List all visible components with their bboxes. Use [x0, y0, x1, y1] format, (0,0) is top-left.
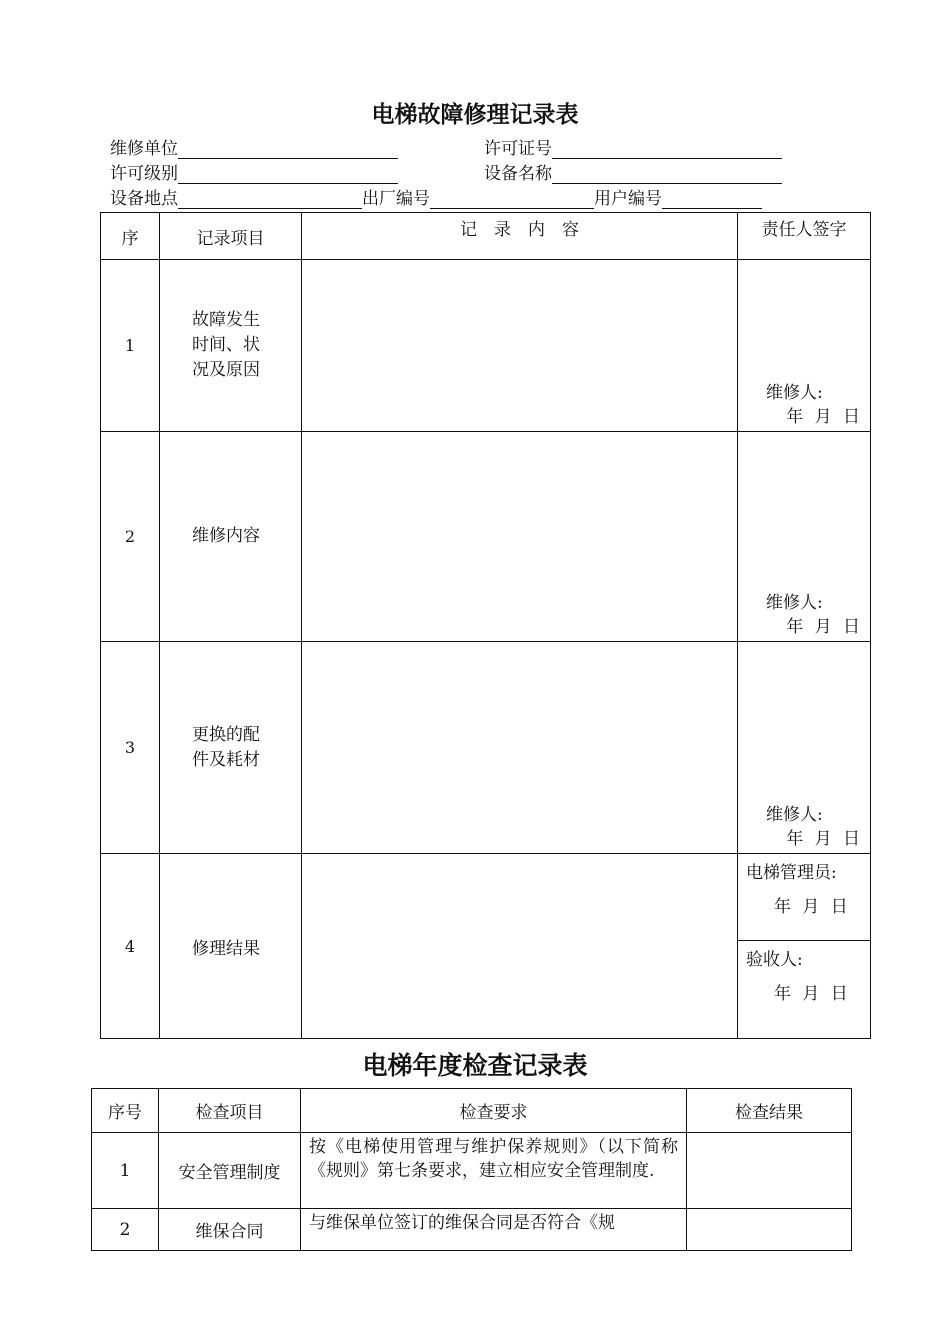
row1-sign-cell[interactable]	[738, 260, 871, 432]
table-header-row	[92, 1089, 852, 1133]
manager-label: 电梯管理员:	[746, 863, 837, 883]
acceptor-label: 验收人:	[746, 950, 803, 970]
row1-signer-label: 维修人:	[766, 383, 823, 403]
table-row	[101, 854, 871, 941]
row3-content-cell[interactable]	[302, 642, 738, 854]
license-no-line[interactable]	[552, 140, 782, 159]
table-row	[101, 260, 871, 432]
row2-content-cell[interactable]	[302, 432, 738, 642]
row4-seq: 4	[101, 854, 160, 1039]
acceptor-date-label: 年 月 日	[774, 984, 848, 1004]
repair-record-table	[100, 212, 871, 1039]
location-label: 设备地点	[110, 189, 178, 209]
check-row1-seq: 1	[92, 1133, 159, 1209]
row4-acceptor-cell[interactable]	[738, 941, 871, 1039]
header-check-item: 检查项目	[159, 1089, 301, 1133]
user-no-line[interactable]	[662, 190, 762, 209]
row1-content-cell[interactable]	[302, 260, 738, 432]
check-row2-requirement: 与维保单位签订的维保合同是否符合《规	[301, 1209, 687, 1251]
check-row2-seq: 2	[92, 1209, 159, 1251]
check-row1-item: 安全管理制度	[159, 1133, 301, 1209]
license-no-field	[484, 139, 782, 159]
location-field	[110, 189, 762, 209]
check-row2-item: 维保合同	[159, 1209, 301, 1251]
user-no-label: 用户编号	[594, 189, 662, 209]
table-header-row	[101, 213, 871, 260]
row4-content-cell[interactable]	[302, 854, 738, 1039]
header-result: 检查结果	[687, 1089, 852, 1133]
row3-date-label: 年 月 日	[786, 829, 860, 849]
table-row	[101, 642, 871, 854]
row4-item: 修理结果	[160, 854, 302, 1039]
header-content: 记 录 内 容	[302, 213, 738, 260]
check-row1-requirement: 按《电梯使用管理与维护保养规则》（以下简称《规则》第七条要求，建立相应安全管理制度.	[301, 1133, 687, 1209]
row1-item: 故障发生时间、状况及原因	[160, 260, 302, 432]
repair-unit-line[interactable]	[178, 140, 398, 159]
check-row2-result[interactable]	[687, 1209, 852, 1251]
table-row	[101, 432, 871, 642]
repair-unit-label: 维修单位	[110, 139, 178, 159]
factory-no-label: 出厂编号	[362, 189, 430, 209]
header-seq-no: 序号	[92, 1089, 159, 1133]
row2-sign-cell[interactable]	[738, 432, 871, 642]
row1-seq: 1	[101, 260, 160, 432]
license-level-label: 许可级别	[110, 164, 178, 184]
license-level-line[interactable]	[178, 165, 398, 184]
factory-no-line[interactable]	[430, 190, 594, 209]
row1-date-label: 年 月 日	[786, 407, 860, 427]
equipment-name-line[interactable]	[552, 165, 782, 184]
row3-seq: 3	[101, 642, 160, 854]
repair-unit-field	[110, 139, 398, 159]
equipment-name-label: 设备名称	[484, 164, 552, 184]
header-item: 记录项目	[160, 213, 302, 260]
row4-manager-cell[interactable]	[738, 854, 871, 941]
annual-inspection-table	[91, 1088, 852, 1251]
form1-title: 电梯故障修理记录表	[371, 101, 579, 128]
check-row1-result[interactable]	[687, 1133, 852, 1209]
row3-sign-cell[interactable]	[738, 642, 871, 854]
row2-item: 维修内容	[160, 432, 302, 642]
row3-signer-label: 维修人:	[766, 805, 823, 825]
row3-item: 更换的配件及耗材	[160, 642, 302, 854]
manager-date-label: 年 月 日	[774, 897, 848, 917]
row2-date-label: 年 月 日	[786, 617, 860, 637]
form2-title: 电梯年度检查记录表	[362, 1051, 588, 1080]
header-sign: 责任人签字	[738, 213, 871, 260]
license-no-label: 许可证号	[484, 139, 552, 159]
row2-seq: 2	[101, 432, 160, 642]
table-row	[92, 1133, 852, 1209]
header-seq: 序	[101, 213, 160, 260]
table-row	[92, 1209, 852, 1251]
equipment-name-field	[484, 164, 782, 184]
location-line[interactable]	[178, 190, 362, 209]
header-requirement: 检查要求	[301, 1089, 687, 1133]
license-level-field	[110, 164, 398, 184]
row2-signer-label: 维修人:	[766, 593, 823, 613]
